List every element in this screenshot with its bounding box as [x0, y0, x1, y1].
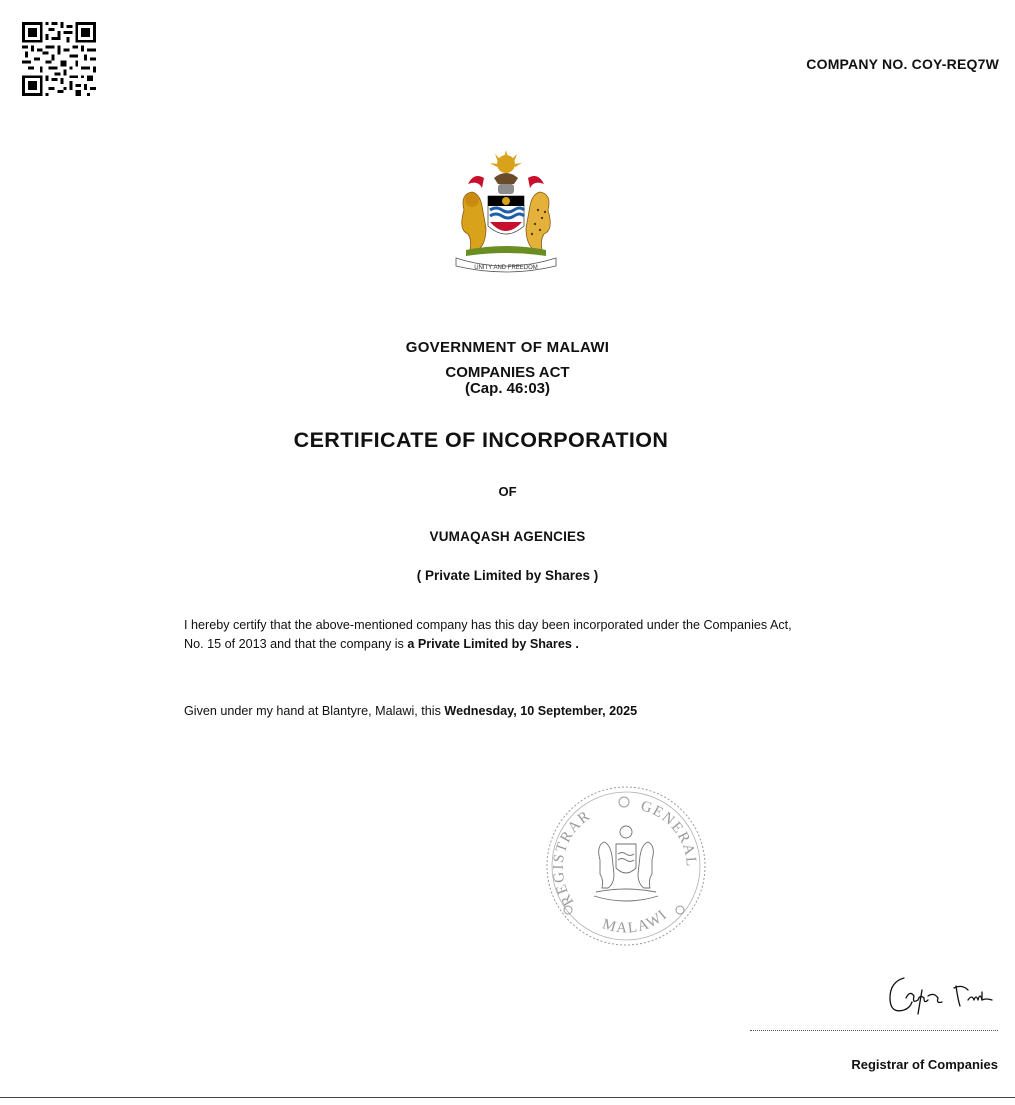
signature-line: [750, 1030, 998, 1031]
company-name: VUMAQASH AGENCIES: [429, 529, 586, 544]
given-text: Given under my hand at Blantyre, Malawi, this: [184, 704, 445, 718]
coat-of-arms-icon: [446, 150, 566, 274]
of-label: OF: [498, 484, 517, 499]
registrar-seal-icon: [544, 784, 708, 948]
svg-text:REGISTRAR: [551, 808, 594, 909]
registrar-label: Registrar of Companies: [851, 1057, 998, 1072]
certify-line-1: I hereby certify that the above-mentioned company has this day been incorporated under the Companies Act,: [184, 618, 792, 632]
certify-line-2-text: No. 15 of 2013 and that the company is: [184, 637, 408, 651]
certificate-title: CERTIFICATE OF INCORPORATION: [293, 428, 669, 452]
government-heading: GOVERNMENT OF MALAWI: [405, 339, 610, 356]
certify-line-2: [184, 635, 579, 654]
given-line: [184, 702, 637, 721]
company-number: COMPANY NO. COY-REQ7W: [806, 56, 999, 72]
act-heading: COMPANIES ACT: [445, 364, 570, 381]
svg-text:GENERAL: [639, 798, 699, 868]
given-date: Wednesday, 10 September, 2025: [444, 704, 638, 718]
emblem-motto: UNITY AND FREEDOM: [474, 265, 538, 271]
svg-text:MALAWI: [600, 907, 670, 937]
signature-icon: [882, 970, 1000, 1020]
company-type-inline: a Private Limited by Shares .: [407, 637, 579, 651]
qr-code-icon: [22, 22, 96, 96]
cap-reference: (Cap. 46:03): [464, 380, 551, 397]
page-bottom-rule: [0, 1097, 1015, 1098]
company-type: ( Private Limited by Shares ): [416, 568, 599, 583]
seal-text-general: GENERAL: [638, 798, 699, 869]
seal-text-registrar: REGISTRAR: [550, 807, 594, 909]
seal-text-malawi: MALAWI: [600, 906, 671, 937]
